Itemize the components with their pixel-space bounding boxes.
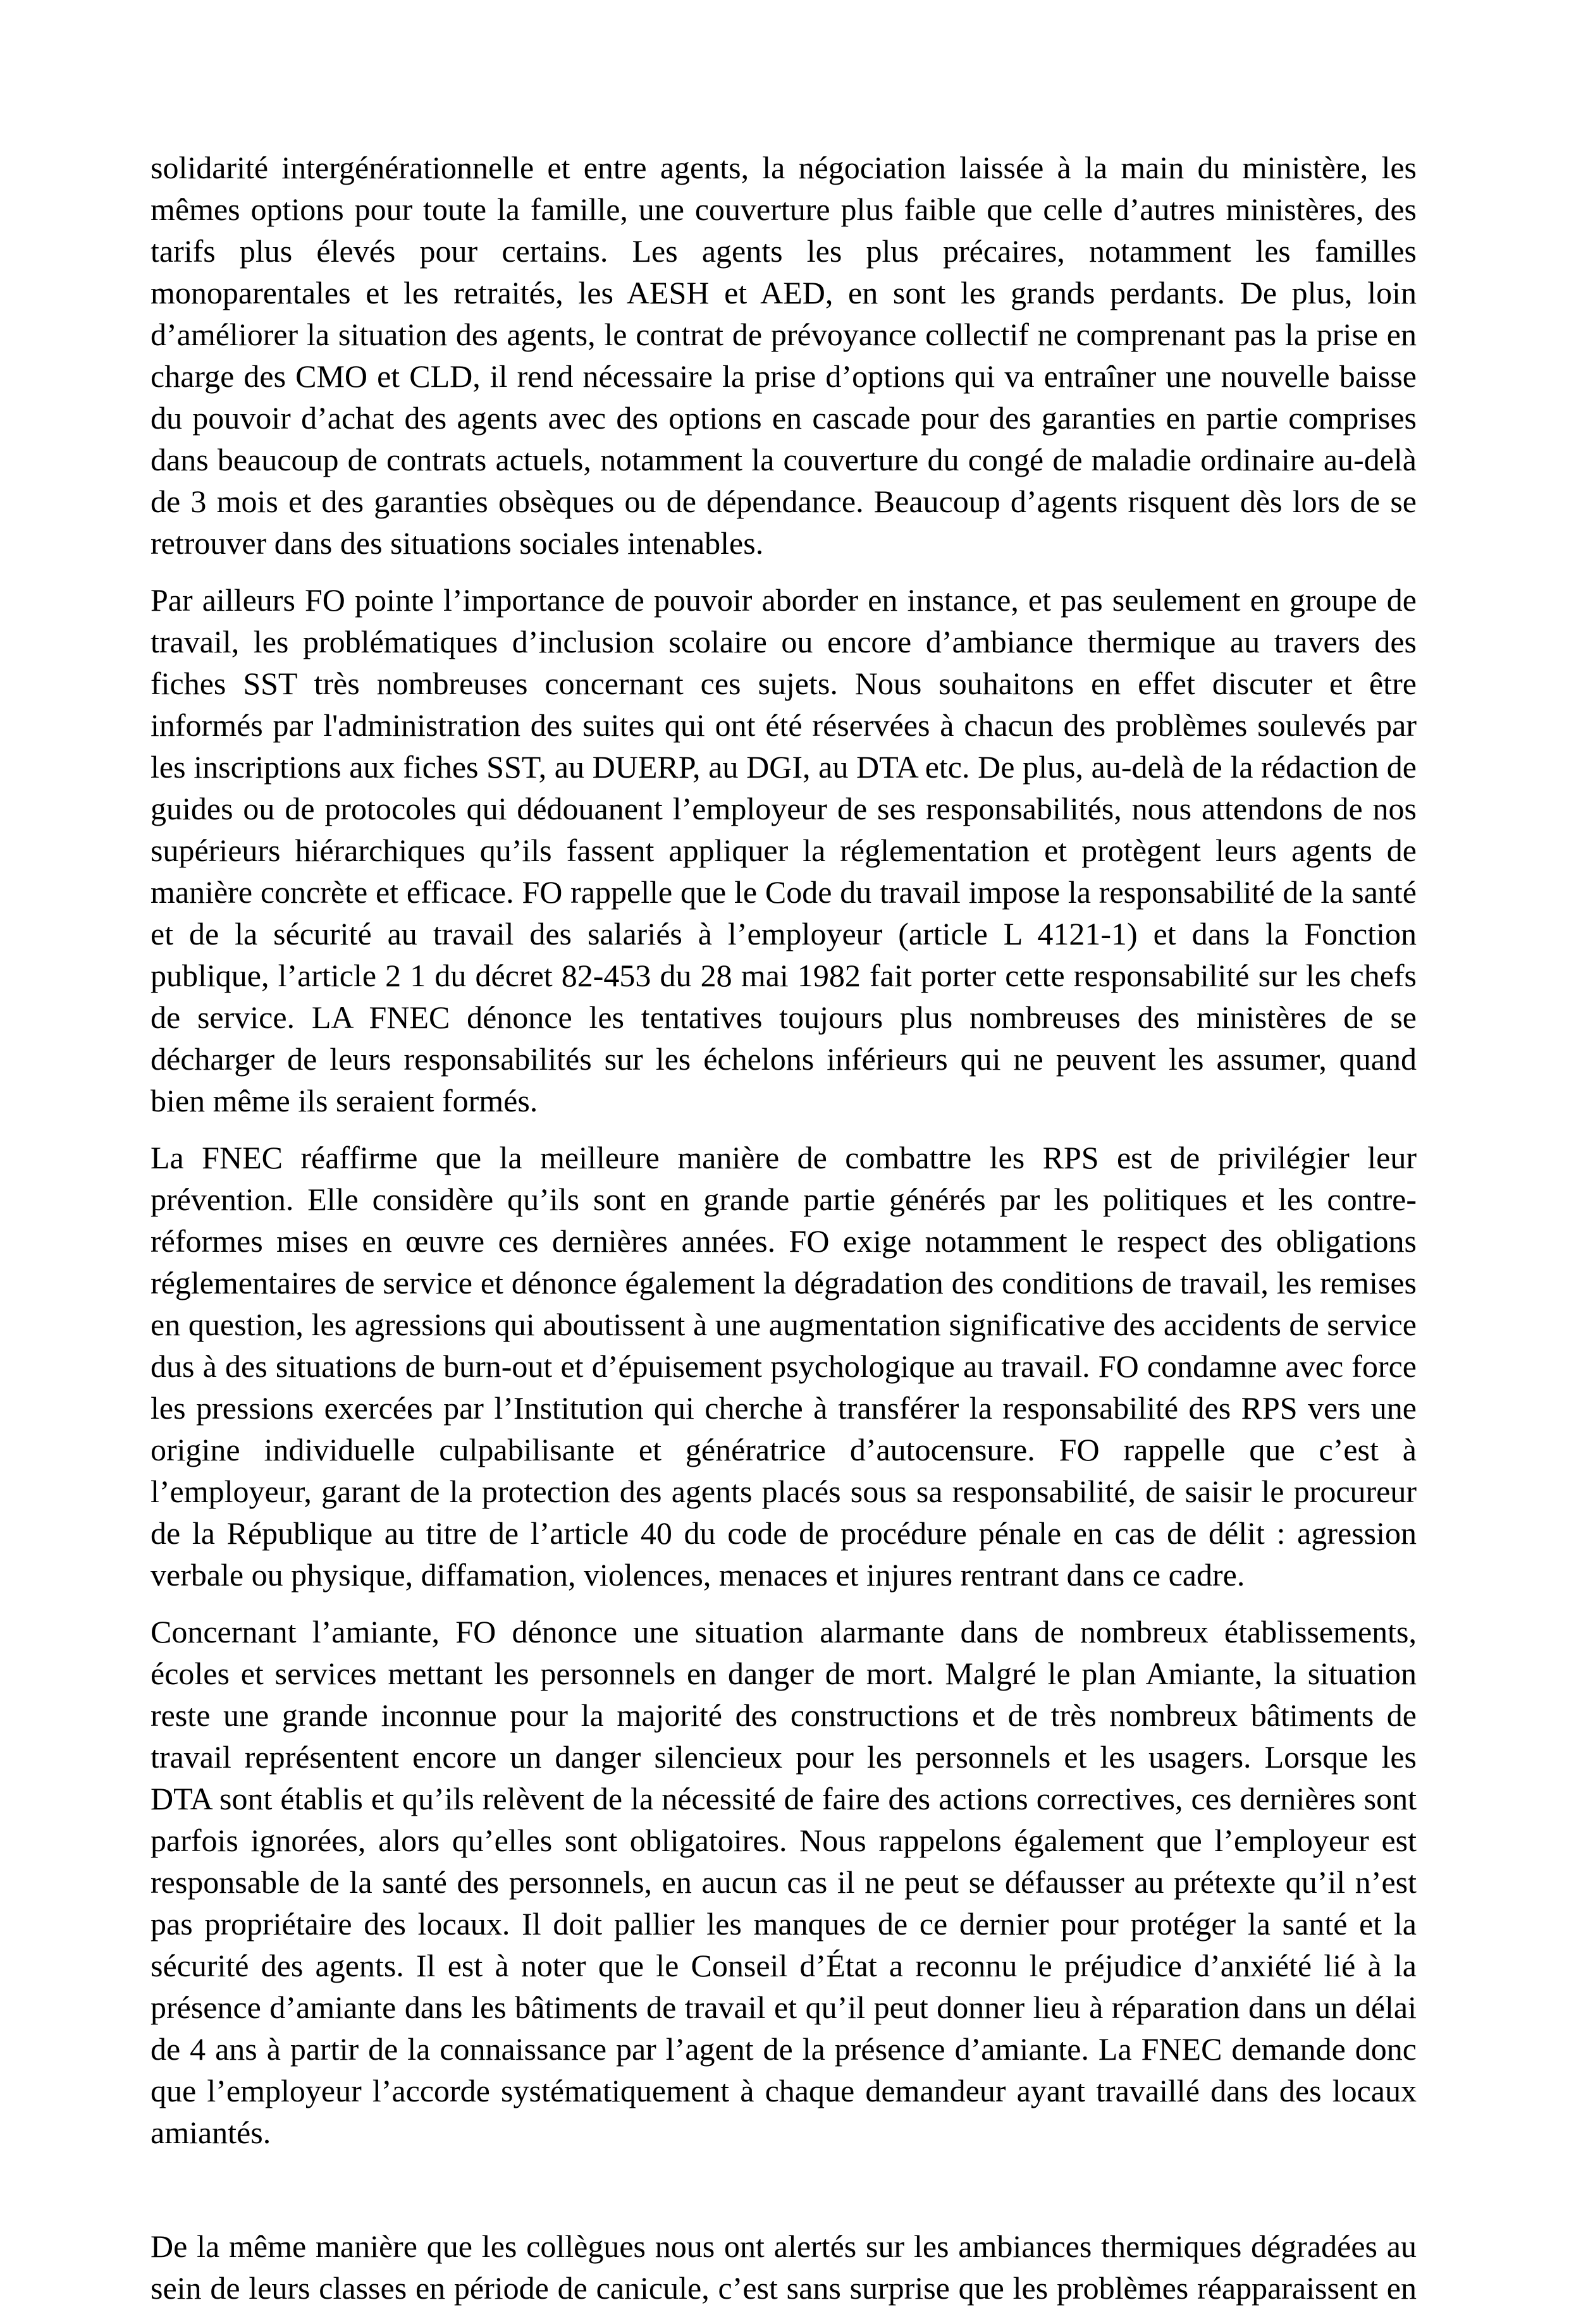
paragraph-prevoyance: solidarité intergénérationnelle et entre agents, la négociation laissée à la main du ministère, les mêmes options pour toute la famille, une couverture plus faible que celle d’autres ministères, des tarifs plus élevés pour certains. Les agents les plus précaires, notamment les familles monoparentales et les retraités, les AESH et AED, en sont les grands perdants. De plus, loin d’améliorer la situation des agents, le contrat de prévoyance collectif ne comprenant pas la prise en charge des CMO et CLD, il rend nécessaire la prise d’options qui va entraîner une nouvelle baisse du pouvoir d’achat des agents avec des options en cascade pour des garanties en partie comprises dans beaucoup de contrats actuels, notamment la couverture du congé de maladie ordinaire au-delà de 3 mois et des garanties obsèques ou de dépendance. Beaucoup d’agents risquent dès lors de se retrouver dans des situations sociales intenables. (151, 150, 1417, 561)
paragraph-rps: La FNEC réaffirme que la meilleure manière de combattre les RPS est de privilégier leur prévention. Elle considère qu’ils sont en grande partie générés par les politiques et les contre-réformes mises en œuvre ces dernières années. FO exige notamment le respect des obligations réglementaires de service et dénonce également la dégradation des conditions de travail, les remises en question, les agressions qui aboutissent à une augmentation significative des accidents de service dus à des situations de burn-out et d’épuisement psychologique au travail. FO condamne avec force les pressions exercées par l’Institution qui cherche à transférer la responsabilité des RPS vers une origine individuelle culpabilisante et génératrice d’autocensure. FO rappelle que c’est à l’employeur, garant de la protection des agents placés sous sa responsabilité, de saisir le procureur de la République au titre de l’article 40 du code de procédure pénale en cas de délit : agression verbale ou physique, diffamation, violences, menaces et injures rentrant dans ce cadre. (151, 1140, 1417, 1593)
document-page (151, 147, 1417, 2324)
paragraph-amiante: Concernant l’amiante, FO dénonce une situation alarmante dans de nombreux établissements, écoles et services mettant les personnels en danger de mort. Malgré le plan Amiante, la situation reste une grande inconnue pour la majorité des constructions et de très nombreux bâtiments de travail représentent encore un danger silencieux pour les personnels et les usagers. Lorsque les DTA sont établis et qu’ils relèvent de la nécessité de faire des actions correctives, ces dernières sont parfois ignorées, alors qu’elles sont obligatoires. Nous rappelons également que l’employeur est responsable de la santé des personnels, en aucun cas il ne peut se défausser au prétexte qu’il n’est pas propriétaire des locaux. Il doit pallier les manques de ce dernier pour protéger la santé et la sécurité des agents. Il est à noter que le Conseil d’État a reconnu le préjudice d’anxiété lié à la présence d’amiante dans les bâtiments de travail et qu’il peut donner lieu à réparation dans un délai de 4 ans à partir de la connaissance par l’agent de la présence d’amiante. La FNEC demande donc que l’employeur l’accorde systématiquement à chaque demandeur ayant travaillé dans des locaux amiantés. (151, 1614, 1417, 2150)
paragraph-instances-sst: Par ailleurs FO pointe l’importance de pouvoir aborder en instance, et pas seulement en groupe de travail, les problématiques d’inclusion scolaire ou encore d’ambiance thermique au travers des fiches SST très nombreuses concernant ces sujets. Nous souhaitons en effet discuter et être informés par l'administration des suites qui ont été réservées à chacun des problèmes soulevés par les inscriptions aux fiches SST, au DUERP, au DGI, au DTA etc. De plus, au-delà de la rédaction de guides ou de protocoles qui dédouanent l’employeur de ses responsabilités, nous attendons de nos supérieurs hiérarchiques qu’ils fassent appliquer la réglementation et protègent leurs agents de manière concrète et efficace. FO rappelle que le Code du travail impose la responsabilité de la santé et de la sécurité au travail des salariés à l’employeur (article L 4121-1) et dans la Fonction publique, l’article 2 1 du décret 82-453 du 28 mai 1982 fait porter cette responsabilité sur les chefs de service. LA FNEC dénonce les tentatives toujours plus nombreuses des ministères de se décharger de leurs responsabilités sur les échelons inférieurs qui ne peuvent les assumer, quand bien même ils seraient formés. (151, 582, 1417, 1118)
empty-paragraph (151, 2168, 1417, 2210)
paragraph-ambiances-thermiques: De la même manière que les collègues nous ont alertés sur les ambiances thermiques dégradées au sein de leurs classes en période de canicule, c’est sans surprise que les problèmes réapparaissent en (151, 2229, 1417, 2306)
